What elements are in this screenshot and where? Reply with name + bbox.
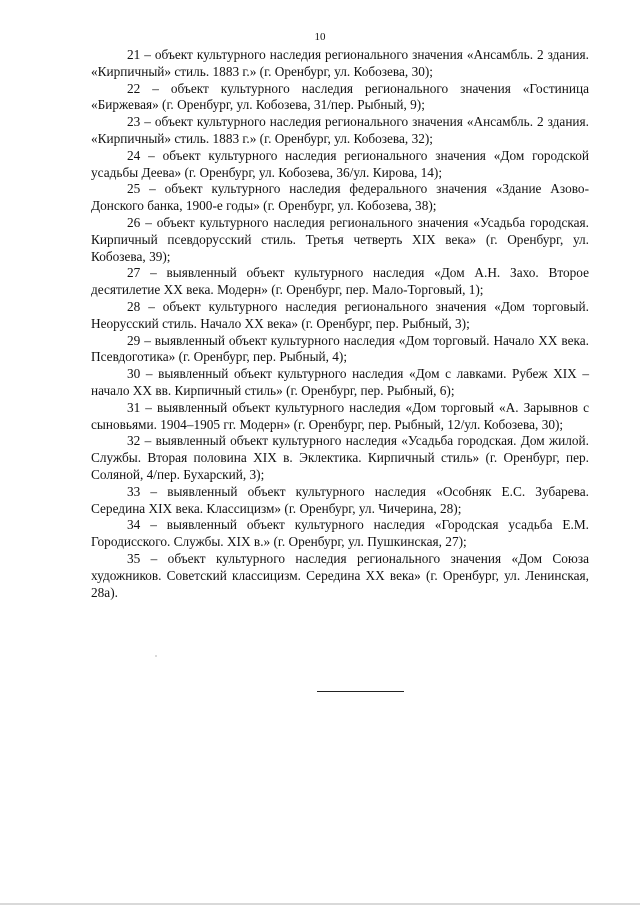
list-item: 25 – объект культурного наследия федерального значения «Здание Азово-Донского банка, 1900-е годы» (г. Оренбург, ул. Кобозева, 38); xyxy=(91,181,589,214)
list-item: 31 – выявленный объект культурного наследия «Дом торговый «А. Зарывнов с сыновьями. 1904–1905 гг. Модерн» (г. Оренбург, пер. Рыбный, 12/ул. Кобозева, 30); xyxy=(91,399,589,432)
list-item: 32 – выявленный объект культурного наследия «Усадьба городская. Дом жилой. Службы. Вторая половина XIX в. Эклектика. Кирпичный стиль» (г. Оренбург, пер. Соляной, 4/пер. Бухарский, 3); xyxy=(91,433,589,482)
end-of-document-rule xyxy=(317,691,404,692)
scan-speck xyxy=(155,655,157,657)
list-item: 28 – объект культурного наследия регионального значения «Дом торговый. Неорусский стиль. Начало XX века» (г. Оренбург, пер. Рыбный, 3); xyxy=(91,298,589,331)
list-item: 24 – объект культурного наследия регионального значения «Дом городской усадьбы Деева» (г. Оренбург, ул. Кобозева, 36/ул. Кирова, 14); xyxy=(91,147,589,180)
list-item: 34 – выявленный объект культурного наследия «Городская усадьба Е.М. Городисского. Службы. XIX в.» (г. Оренбург, ул. Пушкинская, 27); xyxy=(91,517,589,550)
list-item: 33 – выявленный объект культурного наследия «Особняк Е.С. Зубарева. Середина XIX века. Классицизм» (г. Оренбург, ул. Чичерина, 28); xyxy=(91,483,589,516)
list-item: 27 – выявленный объект культурного наследия «Дом А.Н. Захо. Второе десятилетие XX века. Модерн» (г. Оренбург, пер. Мало-Торговый, 1); xyxy=(91,265,589,298)
heritage-objects-list xyxy=(91,47,589,601)
list-item: 26 – объект культурного наследия регионального значения «Усадьба городская. Кирпичный псевдорусский стиль. Третья четверть XIX века» (г. Оренбург, ул. Кобозева, 39); xyxy=(91,214,589,264)
list-item: 23 – объект культурного наследия регионального значения «Ансамбль. 2 здания. «Кирпичный» стиль. 1883 г.» (г. Оренбург, ул. Кобозева, 32); xyxy=(91,114,589,146)
list-item: 21 – объект культурного наследия регионального значения «Ансамбль. 2 здания. «Кирпичный» стиль. 1883 г.» (г. Оренбург, ул. Кобозева, 30); xyxy=(91,47,589,79)
list-item: 30 – выявленный объект культурного наследия «Дом с лавками. Рубеж XIX – начало XX вв. Кирпичный стиль» (г. Оренбург, пер. Рыбный, 6); xyxy=(91,366,589,398)
page-number: 10 xyxy=(314,31,326,43)
list-item: 29 – выявленный объект культурного наследия «Дом торговый. Начало XX века. Псевдоготика» (г. Оренбург, пер. Рыбный, 4); xyxy=(91,332,589,365)
list-item: 22 – объект культурного наследия регионального значения «Гостиница «Биржевая» (г. Оренбург, ул. Кобозева, 31/пер. Рыбный, 9); xyxy=(91,80,589,113)
list-item: 35 – объект культурного наследия регионального значения «Дом Союза художников. Советский классицизм. Середина XX века» (г. Оренбург, ул. Ленинская, 28а). xyxy=(91,550,589,600)
